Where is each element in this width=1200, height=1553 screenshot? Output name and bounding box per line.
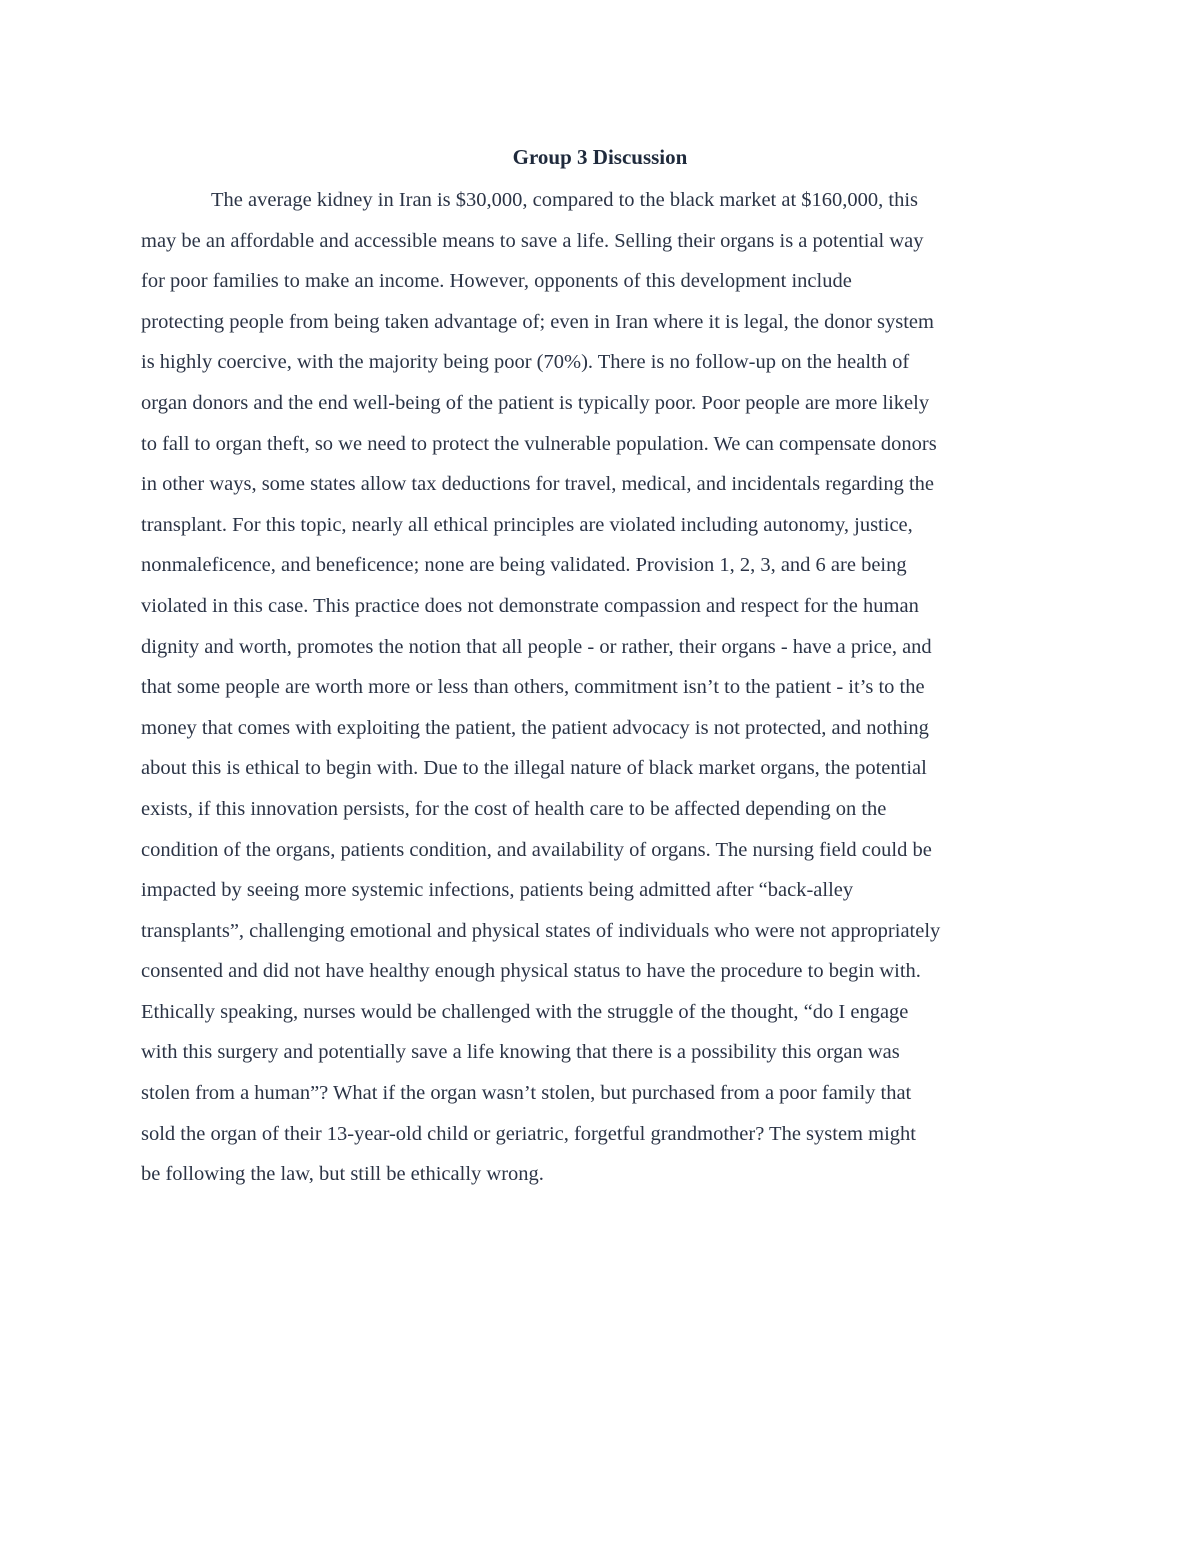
body-line: be following the law, but still be ethically wrong.	[141, 1163, 544, 1186]
body-line: Ethically speaking, nurses would be challenged with the struggle of the thought, “do I engage	[141, 1000, 909, 1023]
document-title: Group 3 Discussion	[512, 145, 688, 169]
body-line: sold the organ of their 13-year-old child or geriatric, forgetful grandmother? The system might	[141, 1122, 916, 1145]
body-line: consented and did not have healthy enough physical status to have the procedure to begin with.	[141, 960, 921, 983]
body-line: The average kidney in Iran is $30,000, compared to the black market at $160,000, this	[211, 189, 919, 211]
document-body	[141, 180, 1081, 1195]
body-line: transplants”, challenging emotional and physical states of individuals who were not appropriately	[141, 919, 941, 942]
body-line: stolen from a human”? What if the organ wasn’t stolen, but purchased from a poor family that	[141, 1082, 912, 1105]
body-line: transplant. For this topic, nearly all ethical principles are violated including autonomy, justice,	[141, 513, 913, 536]
body-line: for poor families to make an income. However, opponents of this development include	[141, 270, 852, 293]
body-line: violated in this case. This practice does not demonstrate compassion and respect for the human	[141, 594, 919, 617]
body-line: nonmaleficence, and beneficence; none are being validated. Provision 1, 2, 3, and 6 are being	[141, 554, 907, 577]
body-line: is highly coercive, with the majority being poor (70%). There is no follow-up on the health of	[141, 351, 910, 374]
body-line: protecting people from being taken advantage of; even in Iran where it is legal, the donor system	[141, 310, 934, 333]
body-line: that some people are worth more or less than others, commitment isn’t to the patient - it’s to the	[141, 676, 925, 699]
body-line: organ donors and the end well-being of the patient is typically poor. Poor people are more likely	[141, 391, 930, 414]
body-line: dignity and worth, promotes the notion that all people - or rather, their organs - have a price, and	[141, 635, 932, 658]
body-line: may be an affordable and accessible means to save a life. Selling their organs is a potential way	[141, 229, 924, 252]
body-line: impacted by seeing more systemic infections, patients being admitted after “back-alley	[141, 879, 854, 902]
body-line: exists, if this innovation persists, for the cost of health care to be affected depending on the	[141, 797, 887, 820]
body-line: money that comes with exploiting the patient, the patient advocacy is not protected, and nothing	[141, 716, 929, 739]
body-line: to fall to organ theft, so we need to protect the vulnerable population. We can compensate donors	[141, 432, 937, 455]
body-line: about this is ethical to begin with. Due to the illegal nature of black market organs, the potential	[141, 757, 927, 780]
body-line: condition of the organs, patients condition, and availability of organs. The nursing field could be	[141, 838, 932, 861]
body-line: with this surgery and potentially save a life knowing that there is a possibility this organ was	[141, 1041, 900, 1064]
body-line: in other ways, some states allow tax deductions for travel, medical, and incidentals regarding the	[141, 473, 934, 496]
